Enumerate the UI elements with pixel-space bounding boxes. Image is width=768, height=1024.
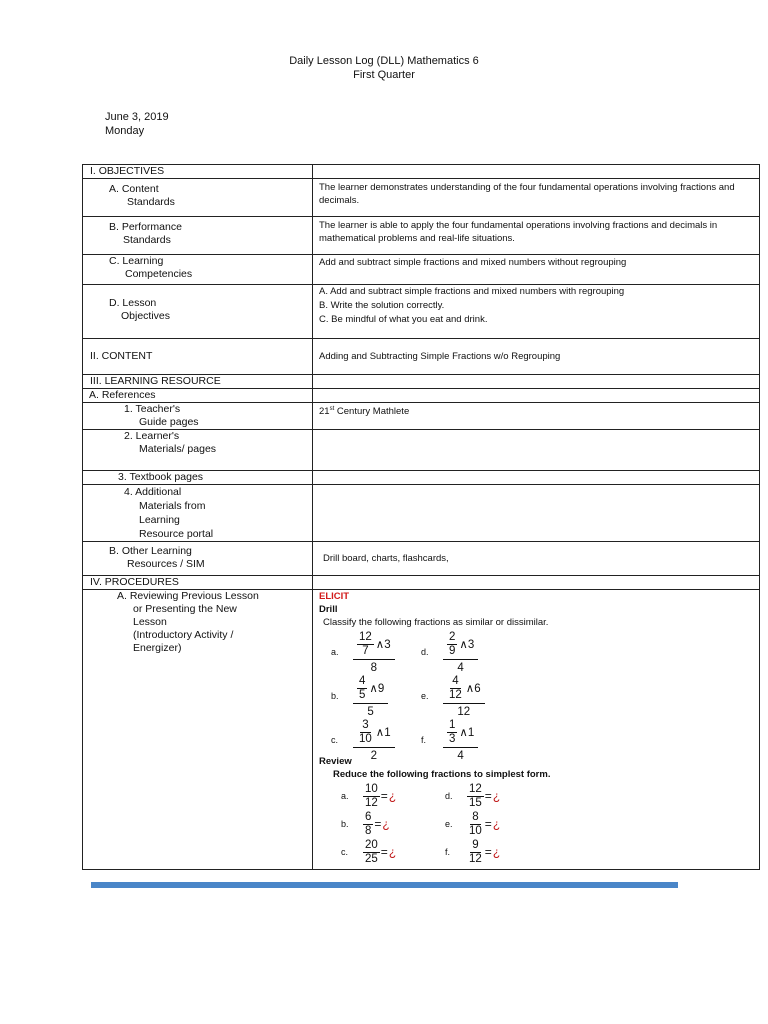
review-item-letter: d. (445, 791, 453, 801)
drill-bottom: 2 (370, 750, 378, 762)
learner-label-b: Materials/ pages (139, 443, 217, 455)
learner-label-a: 2. Learner's (124, 430, 180, 442)
review-item-letter: c. (341, 847, 349, 857)
review-label: Review (319, 756, 352, 767)
performance-label-a: B. Performance (109, 221, 182, 233)
teacher-guide-label (83, 403, 313, 430)
other-resources-label (83, 542, 313, 576)
drill-numerator: 12 (359, 631, 372, 643)
review-item (445, 811, 500, 838)
review-item (341, 839, 396, 866)
objectives-empty-cell (313, 165, 760, 179)
performance-standards-row (83, 217, 760, 255)
procedure-a-line: A. Reviewing Previous Lesson (117, 590, 259, 602)
review-equals: = (374, 817, 382, 831)
drill-item-letter: c. (331, 735, 339, 745)
objectives-row (83, 165, 760, 179)
review-fraction (467, 783, 484, 810)
performance-label-b: Standards (123, 234, 171, 246)
content-standards-text: The learner demonstrates understanding of the four fundamental operations involving fractions and decimals. (313, 179, 760, 217)
additional-label-d: Resource portal (139, 528, 214, 540)
drill-denominator: 3 (449, 733, 456, 745)
drill-bottom: 5 (367, 706, 374, 718)
review-item (445, 839, 500, 866)
resources-heading: III. LEARNING RESOURCE (83, 375, 313, 389)
teacher-text-rest: Century Mathlete (334, 406, 410, 418)
drill-denominator: 9 (449, 645, 456, 657)
drill-operator: ∧3 (375, 638, 391, 651)
teacher-guide-row (83, 403, 760, 430)
lesson-day: Monday (105, 125, 145, 137)
review-answer-placeholder: ¿ (492, 789, 501, 803)
review-item (445, 783, 500, 810)
accent-bar (91, 882, 678, 888)
review-numerator: 20 (365, 839, 378, 851)
elicit-label: ELICIT (319, 591, 350, 602)
lesson-log-table (82, 164, 760, 870)
learner-materials-label (83, 430, 313, 471)
content-standards-label-b: Standards (127, 196, 175, 208)
review-fraction (467, 839, 484, 866)
review-denominator: 25 (365, 853, 378, 865)
procedure-a-line: (Introductory Activity / (133, 629, 234, 641)
drill-item-letter: d. (421, 647, 429, 657)
additional-materials-row (83, 485, 760, 542)
drill-numerator: 3 (362, 719, 369, 731)
document-subtitle: First Quarter (353, 69, 415, 81)
review-answer-placeholder: ¿ (388, 789, 397, 803)
lesson-label-b: Objectives (121, 310, 171, 322)
drill-item (421, 719, 478, 762)
procedure-a-line: Energizer) (133, 642, 182, 654)
drill-item (331, 631, 395, 674)
review-fraction (467, 811, 484, 838)
review-denominator: 8 (365, 825, 372, 837)
drill-numerator: 4 (359, 675, 366, 687)
drill-bottom: 4 (457, 662, 464, 674)
review-denominator: 12 (365, 797, 378, 809)
review-answer-placeholder: ¿ (492, 845, 501, 859)
review-fraction (363, 783, 380, 810)
teacher-guide-text (313, 403, 760, 430)
lesson-date: June 3, 2019 (105, 111, 169, 123)
competencies-row (83, 255, 760, 285)
procedures-row (83, 576, 760, 590)
resources-empty-cell (313, 375, 760, 389)
drill-denominator: 12 (449, 689, 462, 701)
learner-materials-row (83, 430, 760, 471)
review-equals: = (380, 845, 388, 859)
drill-item-letter: a. (331, 647, 339, 657)
review-item-letter: e. (445, 819, 453, 829)
lesson-objectives-list (313, 285, 760, 339)
review-numerator: 6 (365, 811, 372, 823)
review-instructions: Reduce the following fractions to simplest form. (333, 769, 551, 780)
procedures-empty-cell (313, 576, 760, 590)
other-resources-row (83, 542, 760, 576)
learner-empty-cell (313, 430, 760, 471)
drill-numerator: 1 (449, 719, 456, 731)
teacher-label-a: 1. Teacher's (124, 403, 181, 415)
teacher-text-sup: st (329, 406, 335, 412)
drill-item-expression (443, 675, 485, 718)
drill-item-expression (353, 719, 395, 762)
content-heading: II. CONTENT (83, 339, 313, 375)
teacher-label-b: Guide pages (139, 416, 199, 428)
drill-instructions: Classify the following fractions as similar or dissimilar. (323, 617, 549, 628)
competencies-label-b: Competencies (125, 268, 193, 280)
drill-numerator: 2 (449, 631, 456, 643)
drill-item-letter: e. (421, 691, 429, 701)
performance-standards-label (83, 217, 313, 255)
procedures-heading: IV. PROCEDURES (83, 576, 313, 590)
other-resources-text: Drill board, charts, flashcards, (313, 542, 760, 576)
drill-item-letter: b. (331, 691, 339, 701)
objectives-heading: I. OBJECTIVES (83, 165, 313, 179)
textbook-label: 3. Textbook pages (83, 471, 313, 485)
review-numerator: 8 (472, 811, 479, 823)
content-standards-label (83, 179, 313, 217)
procedure-a-label (83, 590, 313, 870)
additional-label-c: Learning (139, 514, 180, 526)
review-denominator: 15 (469, 797, 482, 809)
references-empty-cell (313, 389, 760, 403)
procedure-a-line: or Presenting the New (133, 603, 237, 615)
references-label: A. References (83, 389, 313, 403)
additional-label-a: 4. Additional (124, 486, 182, 498)
drill-denominator: 5 (359, 689, 366, 701)
drill-bottom: 4 (457, 750, 464, 762)
additional-materials-label (83, 485, 313, 542)
drill-item (421, 675, 485, 718)
teacher-text-num: 21 (319, 406, 330, 418)
content-row (83, 339, 760, 375)
performance-standards-text: The learner is able to apply the four fundamental operations involving fractions and decimals in mathematical problems and real-life situations. (313, 217, 760, 255)
review-equals: = (484, 845, 492, 859)
review-equals: = (484, 817, 492, 831)
lesson-objectives-row (83, 285, 760, 339)
other-label-b: Resources / SIM (127, 558, 205, 570)
review-item-letter: a. (341, 791, 349, 801)
review-denominator: 10 (469, 825, 482, 837)
competencies-text: Add and subtract simple fractions and mixed numbers without regrouping (313, 255, 760, 285)
drill-item-expression (443, 719, 478, 762)
review-denominator: 12 (469, 853, 482, 865)
review-numerator: 10 (365, 783, 378, 795)
textbook-row (83, 471, 760, 485)
drill-label: Drill (319, 604, 338, 615)
procedure-a-row (83, 590, 760, 870)
review-numerator: 12 (469, 783, 482, 795)
review-equals: = (484, 789, 492, 803)
content-text: Adding and Subtracting Simple Fractions w/o Regrouping (313, 339, 760, 375)
review-equals: = (380, 789, 388, 803)
drill-item (331, 675, 388, 718)
review-fraction (363, 839, 380, 866)
review-answer-placeholder: ¿ (492, 817, 501, 831)
drill-item-expression (353, 631, 395, 674)
review-item-letter: f. (445, 847, 451, 857)
review-item (341, 811, 390, 838)
textbook-empty-cell (313, 471, 760, 485)
drill-item-expression (443, 631, 478, 674)
drill-operator: ∧1 (459, 726, 475, 739)
content-standards-row (83, 179, 760, 217)
content-standards-label-a: A. Content (109, 183, 159, 195)
review-answer-placeholder: ¿ (382, 817, 390, 831)
drill-operator: ∧9 (369, 682, 385, 695)
review-answer-placeholder: ¿ (388, 845, 397, 859)
drill-bottom: 12 (457, 706, 471, 718)
review-items (319, 781, 753, 865)
drill-denominator: 10 (359, 733, 372, 745)
lesson-objectives-label (83, 285, 313, 339)
lesson-label-a: D. Lesson (109, 297, 157, 309)
procedure-a-content (313, 590, 760, 870)
review-item-letter: b. (341, 819, 349, 829)
document-title: Daily Lesson Log (DLL) Mathematics 6 (289, 55, 479, 67)
drill-bottom: 8 (370, 662, 378, 674)
lesson-objective-item: A. Add and subtract simple fractions and mixed numbers with regrouping (319, 286, 625, 297)
review-item (341, 783, 396, 810)
review-fraction (363, 811, 373, 838)
drill-item (421, 631, 478, 674)
drill-operator: ∧6 (465, 682, 481, 695)
lesson-objective-item: C. Be mindful of what you eat and drink. (319, 314, 488, 325)
additional-label-b: Materials from (139, 500, 206, 512)
procedure-a-line: Lesson (133, 616, 167, 628)
references-row (83, 389, 760, 403)
review-numerator: 9 (472, 839, 479, 851)
drill-numerator: 4 (452, 675, 459, 687)
resources-row (83, 375, 760, 389)
drill-item-letter: f. (421, 735, 427, 745)
lesson-objective-item: B. Write the solution correctly. (319, 300, 445, 311)
drill-denominator: 7 (362, 645, 369, 657)
drill-item-expression (353, 675, 388, 718)
drill-operator: ∧3 (459, 638, 475, 651)
competencies-label (83, 255, 313, 285)
competencies-label-a: C. Learning (109, 255, 164, 267)
other-label-a: B. Other Learning (109, 545, 192, 557)
additional-empty-cell (313, 485, 760, 542)
drill-operator: ∧1 (375, 726, 391, 739)
drill-item (331, 719, 395, 762)
